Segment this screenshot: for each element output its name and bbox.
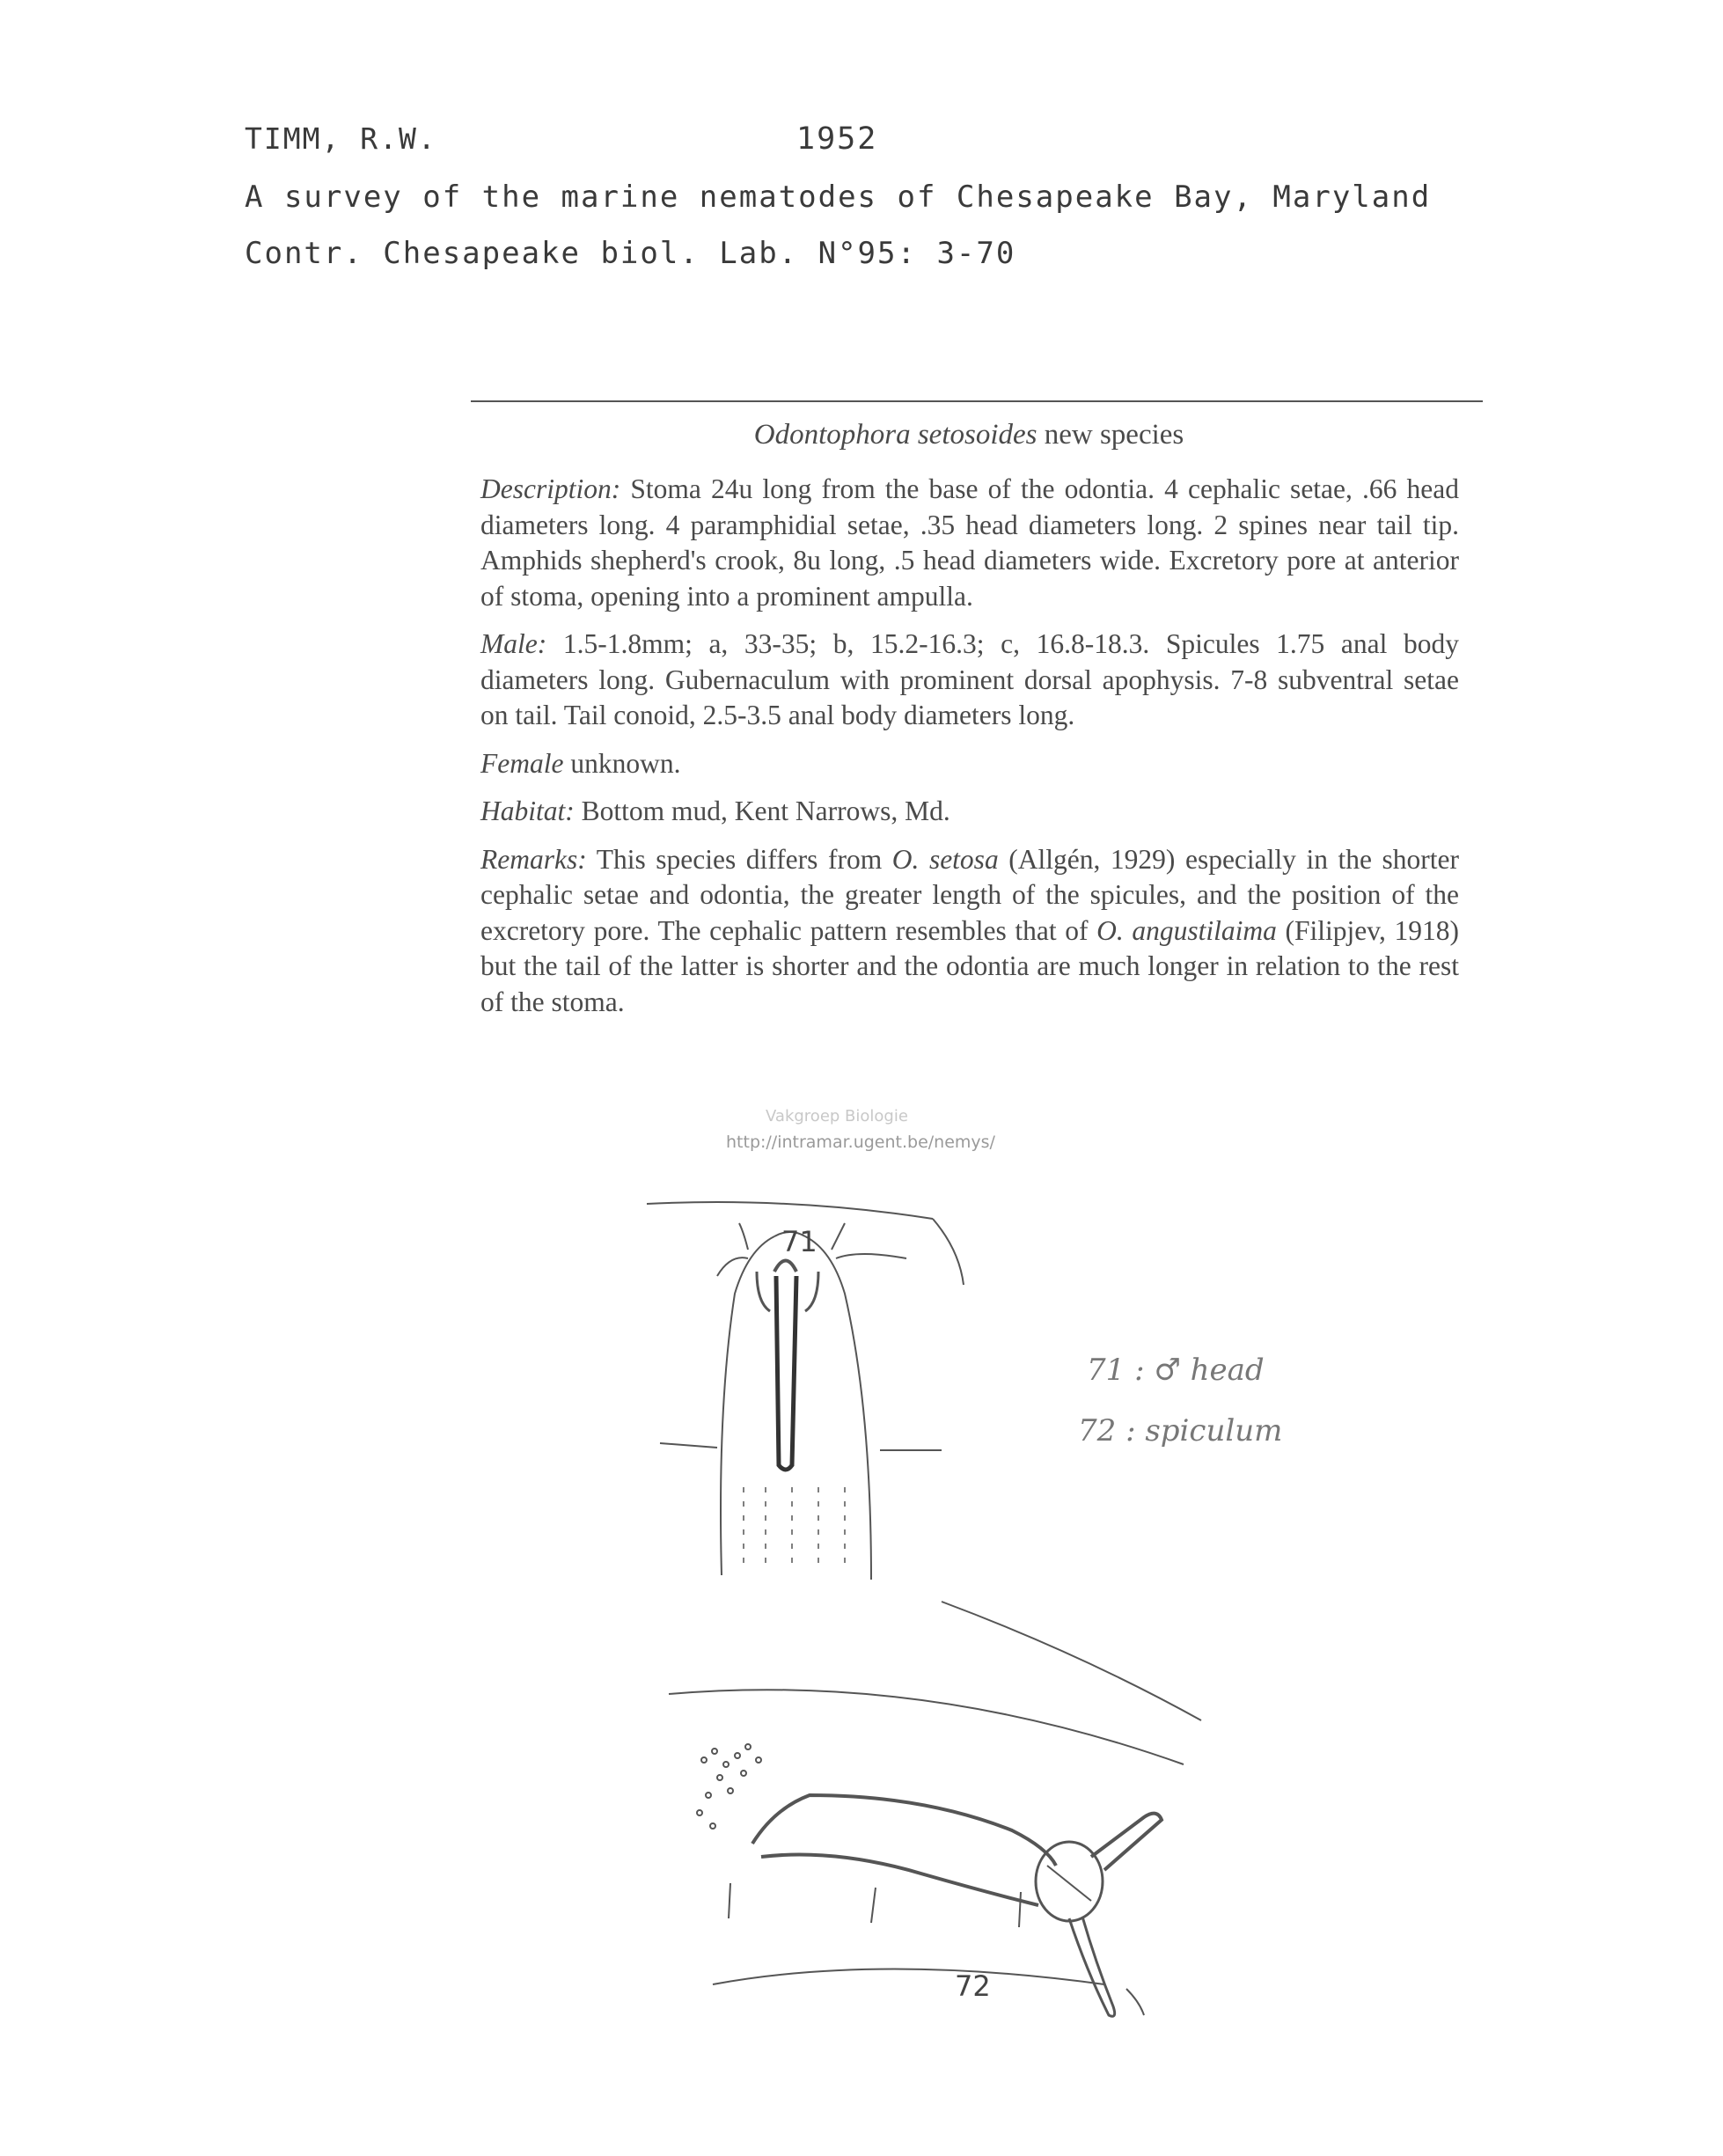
species-suffix: new species <box>1044 419 1184 451</box>
handwritten-note-71: 71 : ♂ head <box>1087 1353 1265 1388</box>
remarks-text-1: This species differs from <box>596 843 883 875</box>
figure-71-head-drawing <box>647 1202 964 1580</box>
description-text: Stoma 24u long from the base of the odontia. 4 cephalic setae, .66 head diameters long. 4 paramphidial setae, .35 head diameters long. 2 spines near tail tip. Amphids shepherd's crook, 8u long, .5 head diameters wide. Excretory pore at anterior of stoma, opening into a prominent ampulla. <box>480 473 1459 612</box>
female-paragraph <box>480 746 1459 782</box>
male-paragraph <box>480 627 1459 734</box>
reference-source: Contr. Chesapeake biol. Lab. N°95: 3-70 <box>245 236 1016 271</box>
reference-title: A survey of the marine nematodes of Chesapeake Bay, Maryland <box>245 180 1432 215</box>
watermark-url: http://intramar.ugent.be/nemys/ <box>726 1133 995 1152</box>
male-label: Male: <box>480 628 547 659</box>
remarks-label: Remarks: <box>480 843 587 875</box>
remarks-text-2: (Allgén, 1929) especially in the shorter cephalic setae and odontia, the greater length of the spicules, and the position of the excretory pore. The cephalic pattern resembles that of <box>480 843 1460 946</box>
figure-72-label: 72 <box>955 1969 991 2003</box>
handwritten-note-72: 72 : spiculum <box>1078 1413 1283 1448</box>
remarks-text-3: (Filipjev, 1918) but the tail of the latter is shorter and the odontia are much longer in relation to the rest of the stoma. <box>480 914 1459 1017</box>
female-label: Female <box>480 747 564 779</box>
watermark-name: Vakgroep Biologie <box>766 1107 908 1126</box>
reference-year: 1952 <box>796 121 878 157</box>
article-body <box>480 472 1459 1032</box>
description-label: Description: <box>480 473 621 504</box>
habitat-text: Bottom mud, Kent Narrows, Md. <box>581 796 950 826</box>
description-paragraph <box>480 472 1459 614</box>
male-text: 1.5-1.8mm; a, 33-35; b, 15.2-16.3; c, 16.8-18.3. Spicules 1.75 anal body diameters long. Gubernaculum with prominent dorsal apophysis. 7-8 subventral setae on tail. Tail conoid, 2.5-3.5 anal body diameters long. <box>480 628 1460 730</box>
species-name: Odontophora setosoides <box>753 419 1037 451</box>
reference-author: TIMM, R.W. <box>245 121 437 156</box>
figure-72-spiculum-drawing <box>669 1602 1201 2016</box>
divider-rule <box>471 400 1483 402</box>
habitat-paragraph <box>480 794 1459 830</box>
remarks-paragraph <box>480 842 1459 1021</box>
remarks-species-1: O. setosa <box>891 843 999 875</box>
female-text: unknown. <box>570 747 681 779</box>
figure-71-label: 71 <box>781 1225 818 1258</box>
species-heading <box>475 419 1463 451</box>
habitat-label: Habitat: <box>480 796 575 826</box>
remarks-species-2: O. angustilaima <box>1096 914 1277 946</box>
